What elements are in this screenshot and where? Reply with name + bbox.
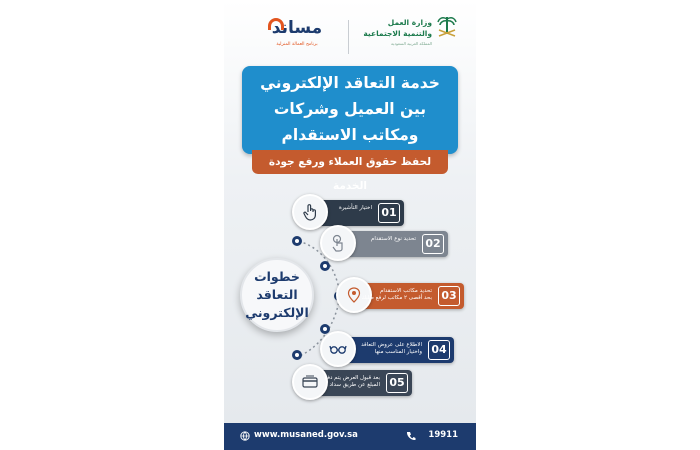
ministry-logo: [363, 14, 458, 58]
step-4: [326, 337, 454, 363]
title-line-3: ومكاتب الاستقدام: [281, 126, 419, 144]
step-3-text-line2: بحد أقصى ٢ مكاتب لرفع طلبك: [361, 295, 432, 301]
steps-center-circle: [240, 258, 314, 332]
subtitle-banner: لحفظ حقوق العملاء ورفع جودة الخدمة: [252, 150, 448, 174]
location-pin-icon: [345, 286, 363, 304]
step-5-text-line2: المبلغ عن طريق سداد: [329, 382, 380, 388]
step-5-text-line1: بعد قبول العرض يتم دفع: [324, 375, 380, 381]
glasses-icon: [329, 340, 347, 358]
step-dot-5: [292, 350, 302, 360]
step-2: [326, 231, 448, 257]
title-line-2: بين العميل وشركات: [273, 100, 427, 118]
footer-bar: [224, 423, 476, 450]
step-4-text-line1: الاطلاع على عروض التعاقد: [361, 342, 422, 348]
phone-icon: [406, 431, 416, 441]
logo-divider: [348, 20, 349, 54]
step-dot-2: [320, 261, 330, 271]
step-dot-1: [292, 236, 302, 246]
step-1-text: اختيار التأشيرة: [338, 205, 372, 211]
step-1-badge: [292, 194, 328, 230]
ministry-name-line1: وزارة العمل: [387, 18, 432, 27]
step-1: [298, 200, 404, 226]
step-5-number: 05: [386, 373, 408, 393]
center-title-line3: الإلكتروني: [245, 305, 309, 320]
step-3-number: 03: [438, 286, 460, 306]
brand-subtitle: برنامج العمالة المنزلية: [276, 42, 318, 47]
step-5-badge: [292, 364, 328, 400]
ministry-name-line2: والتنمية الاجتماعية: [363, 29, 432, 38]
musaned-logo: [252, 16, 342, 60]
center-title-line1: خطوات: [254, 269, 300, 284]
musaned-arch-icon: [268, 18, 284, 30]
ministry-country: المملكة العربية السعودية: [390, 41, 432, 46]
title-line-1: خدمة التعاقد الإلكتروني: [260, 74, 440, 92]
step-4-text: [361, 342, 422, 356]
globe-icon: [240, 431, 250, 441]
step-1-number: 01: [378, 203, 400, 223]
title-banner: [242, 66, 458, 154]
hand-select-icon: [329, 234, 347, 252]
header-logos: [224, 8, 476, 60]
step-3: [342, 283, 464, 309]
infographic-poster: [224, 0, 476, 450]
step-4-number: 04: [428, 340, 450, 360]
brand-name: مساند: [271, 18, 323, 38]
step-3-text: [361, 288, 432, 302]
step-5: [298, 370, 412, 396]
step-5-text: [324, 375, 380, 389]
step-2-badge: [320, 225, 356, 261]
phone-number[interactable]: 19911: [428, 430, 458, 440]
hand-tap-icon: [301, 203, 319, 221]
step-2-text: تحديد نوع الاستقدام: [370, 236, 416, 242]
payment-card-icon: [301, 373, 319, 391]
step-2-number: 02: [422, 234, 444, 254]
step-4-badge: [320, 331, 356, 367]
step-3-text-line1: تحديد مكاتب الاستقدام: [379, 288, 432, 294]
step-4-text-line2: واختيار المناسب منها: [374, 349, 422, 355]
website-link[interactable]: www.musaned.gov.sa: [254, 430, 358, 440]
center-title-line2: التعاقد: [256, 287, 298, 302]
palm-swords-icon: [436, 14, 458, 40]
